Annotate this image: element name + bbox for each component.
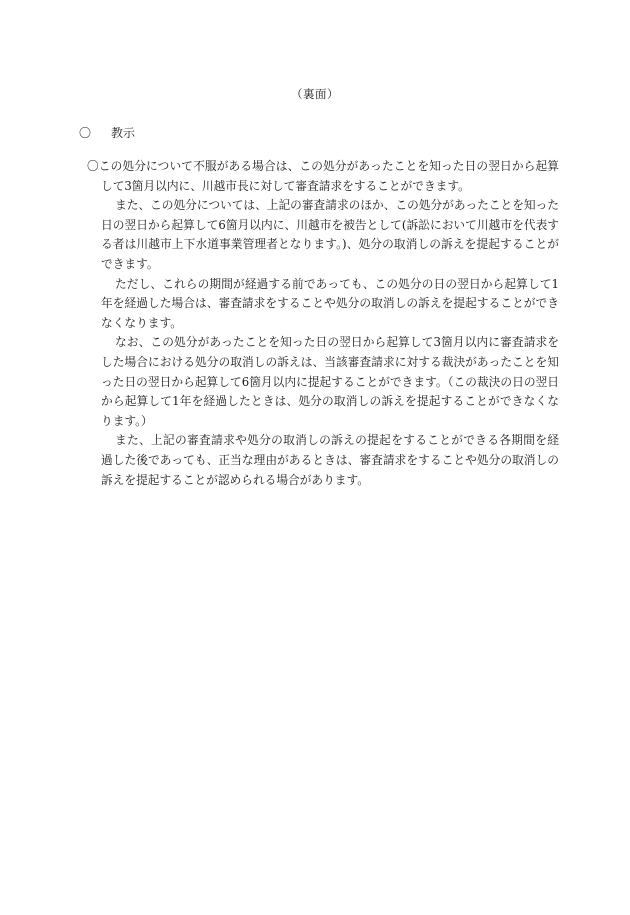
paragraph-after-appeal: なお、この処分があったことを知った日の翌日から起算して3箇月以内に審査請求をした場合における処分の取消しの訴えは、当該審査請求に対する裁決があったことを知った日の翌日から起算して6箇月以内に提起することができます。（この裁決の日の翌日から起算して1年を経過したときは、処分の取消しの訴えを提起することができなくなります。） <box>101 335 559 428</box>
paragraph-justifiable-reason: また、上記の審査請求や処分の取消しの訴えの提起をすることができる各期間を経過した後であっても、正当な理由があるときは、審査請求をすることや処分の取消しの訴えを提起することが認められる場合があります。 <box>101 433 559 487</box>
paragraph-lawsuit-right: また、この処分については、上記の審査請求のほか、この処分があったことを知った日の翌日から起算して6箇月以内に、川越市を被告として(訴訟において川越市を代表する者は川越市上下水道事業管理者となります。)、処分の取消しの訴えを提起することができます。 <box>101 198 559 271</box>
paragraph-time-limit: ただし、これらの期間が経過する前であっても、この処分の日の翌日から起算して1年を経過した場合は、審査請求をすることや処分の取消しの訴えを提起することができなくなります。 <box>101 276 559 330</box>
circle-bullet-icon: 〇 <box>79 126 92 140</box>
section-heading <box>79 124 135 141</box>
paragraph-appeal-right: 〇この処分について不服がある場合は、この処分があったことを知った日の翌日から起算して3箇月以内に、川越市長に対して審査請求をすることができます。 <box>87 159 559 193</box>
page-side-label: （裏面） <box>291 87 339 101</box>
section-title: 教示 <box>111 126 136 140</box>
instruction-body <box>87 157 559 490</box>
